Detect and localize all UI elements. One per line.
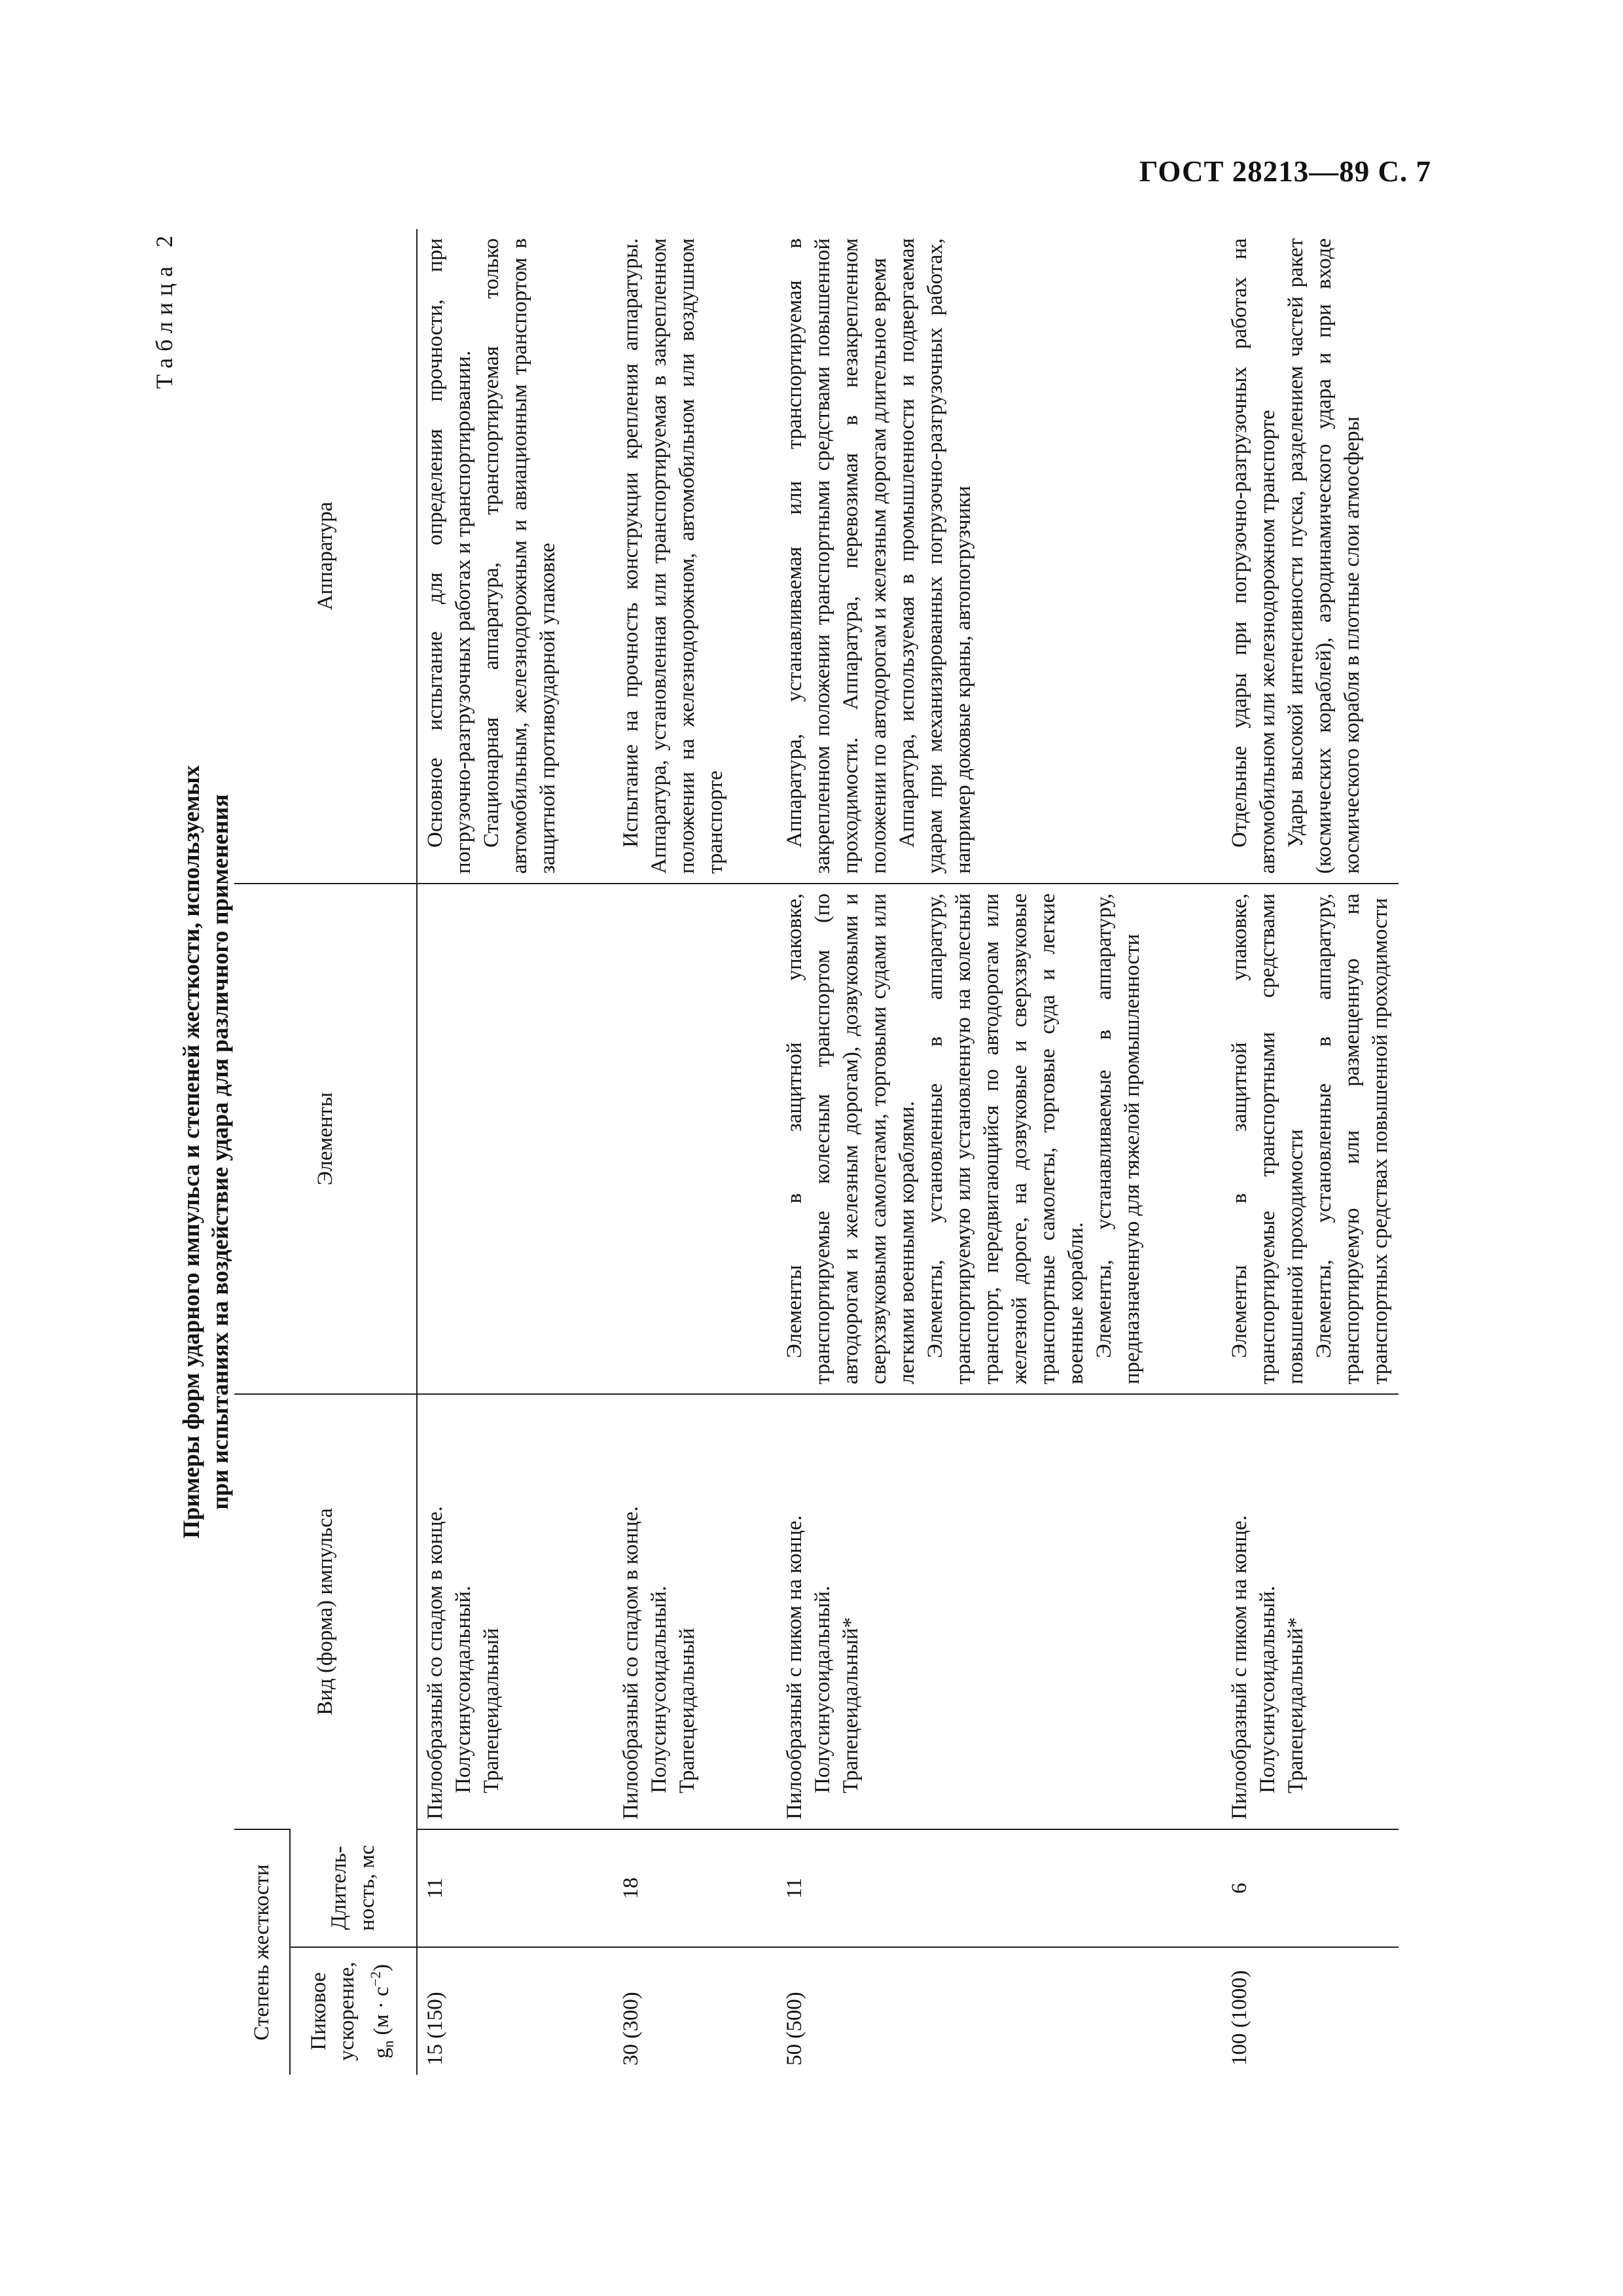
cell-duration: 6 bbox=[1222, 1829, 1399, 1947]
cell-duration: 11 bbox=[417, 1829, 613, 1947]
cell-apparatus: Аппаратура, устанавливаемая или транспортируемая в закрепленном положении транспортными средствами повышенной проходимости. Аппаратура, перевозимая в незакрепленном положении по автодорогам и железным дорогам длительное время Аппаратура, используемая в промышленности и подвергаемая ударам при механизированных погрузочно-разгрузочных работах, например доковые краны, автопогрузчики bbox=[783, 238, 975, 874]
cell-elements bbox=[613, 884, 777, 1394]
cell-duration: 11 bbox=[777, 1829, 1222, 1947]
header-peak-acceleration: Пиковое ускорение, $g_n$ $(м \cdot с^{-2})$ bbox=[290, 1947, 417, 2075]
header-form: Вид (форма) импульса bbox=[234, 1394, 417, 1829]
table-title-line-1: Примеры форм ударного импульса и степеней жесткости, используемых bbox=[178, 765, 204, 1539]
cell-apparatus: Испытание на прочность конструкции крепления аппаратуры. Аппаратура, установленная или транспортируемая в закрепленном положении на железнодорожном, автомобильном или воздушном транспорте bbox=[619, 238, 727, 874]
cell-form: Пилообразный с пиком на конце. Полусинусоидальный. Трапецеидальный* bbox=[1222, 1394, 1399, 1829]
cell-elements bbox=[417, 884, 613, 1394]
header-duration: Длитель-ность, мс bbox=[290, 1829, 417, 1947]
table-row bbox=[613, 229, 777, 2075]
table-label: Таблица 2 bbox=[151, 229, 177, 389]
cell-elements: Элементы в защитной упаковке, транспортируемые колесным транспортом (по автодорогам и железным дорогам), дозвуковыми и сверхзвуковыми самолетами, торговыми судами или легкими военными кораблями. Элементы, установленные в аппаратуру, транспортируемую или установленную на колесный транспорт, передвигающийся по автодорогам или железной дороге, на дозвуковые и сверхзвуковые транспортные самолеты, торговые суда и легкие военные корабли. Элементы, устанавливаемые в аппаратуру, предназначенную для тяжелой промышленности bbox=[777, 884, 1222, 1394]
shock-table bbox=[234, 229, 1399, 2075]
cell-peak: 100 (1000) bbox=[1222, 1947, 1399, 2075]
page-header: ГОСТ 28213—89 С. 7 bbox=[1139, 155, 1431, 188]
cell-elements: Элементы в защитной упаковке, транспортируемые транспортными средствами повышенной проходимости Элементы, установленные в аппаратуру, транспортируемую или размещенную на транспортных средствах повышенной проходимости bbox=[1222, 884, 1399, 1394]
cell-apparatus: Основное испытание для определения прочности, при погрузочно-разгрузочных работах и транспортировании. Стационарная аппаратура, транспортируемая только автомобильным, железнодорожным и авиационным транспортом в защитной противоударной упаковке bbox=[423, 238, 560, 874]
header-elements: Элементы bbox=[234, 884, 417, 1394]
header-apparatus: Аппаратура bbox=[234, 229, 417, 884]
cell-form: Пилообразный со спадом в конце. Полусинусоидальный. Трапецеидальный bbox=[417, 1394, 613, 1829]
table-row bbox=[417, 229, 613, 2075]
table-row bbox=[777, 229, 1222, 2075]
cell-form: Пилообразный с пиком на конце. Полусинусоидальный. Трапецеидальный* bbox=[777, 1394, 1222, 1829]
rotated-table-area bbox=[151, 229, 1427, 2075]
cell-peak: 30 (300) bbox=[613, 1947, 777, 2075]
header-severity: Степень жесткости bbox=[234, 1829, 290, 2075]
cell-peak: 50 (500) bbox=[777, 1947, 1222, 2075]
cell-apparatus: Отдельные удары при погрузочно-разгрузочных работах на автомобильном или железнодорожном транспорте Удары высокой интенсивности пуска, разделением частей ракет (космических кораблей), аэродинамического удара и при входе космического корабля в плотные слои атмосферы bbox=[1228, 238, 1364, 874]
table-row bbox=[1222, 229, 1399, 2075]
table-title-line-2: при испытаниях на воздействие удара для различного применения bbox=[207, 794, 233, 1510]
cell-peak: 15 (150) bbox=[417, 1947, 613, 2075]
cell-duration: 18 bbox=[613, 1829, 777, 1947]
cell-form: Пилообразный со спадом в конце. Полусинусоидальный. Трапецеидальный bbox=[613, 1394, 777, 1829]
table-title bbox=[177, 229, 234, 2075]
